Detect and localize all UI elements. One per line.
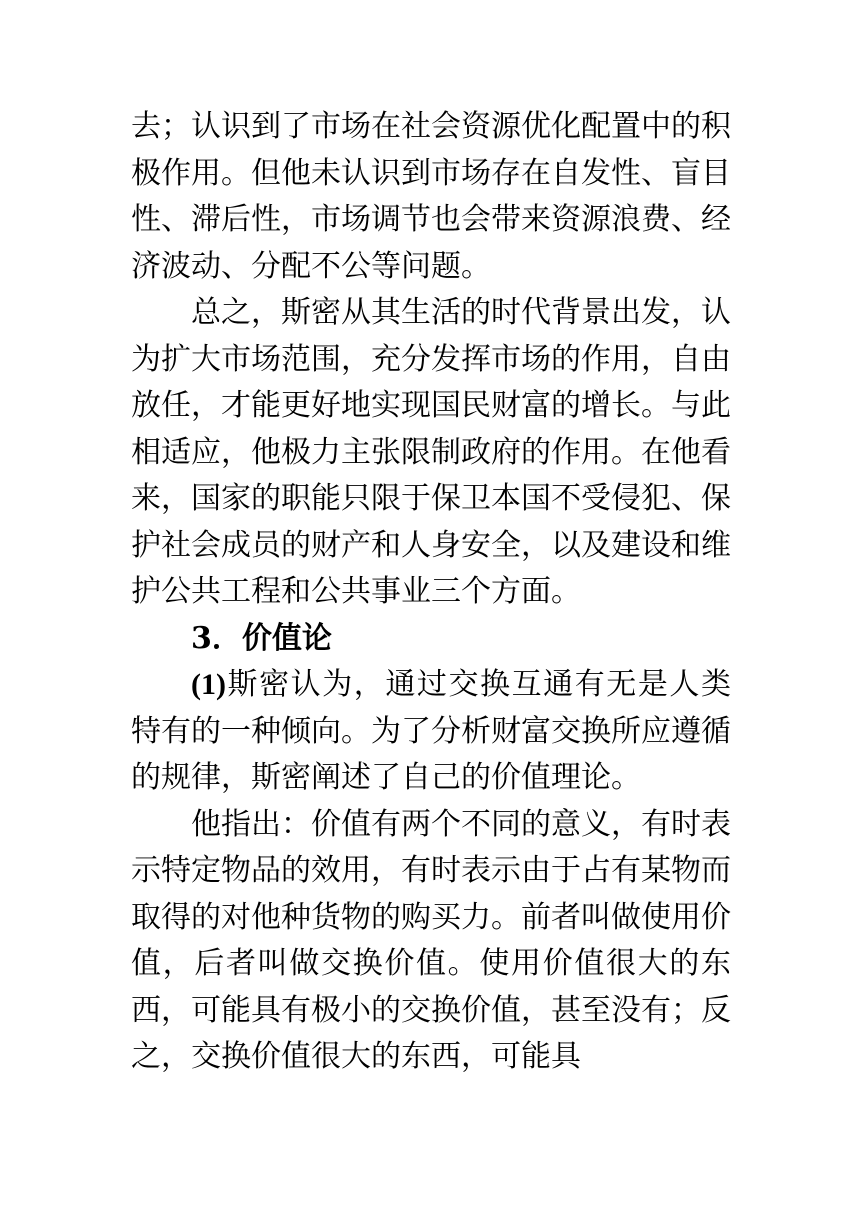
body-text (131, 104, 731, 1081)
paragraph-value-meanings: 他指出：价值有两个不同的意义，有时表示特定物品的效用，有时表示由于占有某物而取得的对他种货物的购买力。前者叫做使用价值，后者叫做交换价值。使用价值很大的东西，可能具有极小的交换价值，甚至没有；反之，交换价值很大的东西，可能具 (131, 806, 731, 1074)
section-heading-value-theory: 3．价值论 (191, 620, 332, 656)
paragraph-exchange-tendency-text: 斯密认为，通过交换互通有无是人类特有的一种倾向。为了分析财富交换所应遵循的规律，斯密阐述了自己的价值理论。 (131, 667, 731, 795)
paragraph-summary: 总之，斯密从其生活的时代背景出发，认为扩大市场范围，充分发挥市场的作用，自由放任，才能更好地实现国民财富的增长。与此相适应，他极力主张限制政府的作用。在他看来，国家的职能只限于保卫本国不受侵犯、保护社会成员的财产和人身安全，以及建设和维护公共工程和公共事业三个方面。 (131, 295, 731, 609)
paragraph-exchange-tendency (131, 662, 731, 802)
list-marker: (1) (191, 668, 226, 701)
paragraph-market-role: 去；认识到了市场在社会资源优化配置中的积极作用。但他未认识到市场存在自发性、盲目性、滞后性，市场调节也会带来资源浪费、经济波动、分配不公等问题。 (131, 109, 731, 284)
